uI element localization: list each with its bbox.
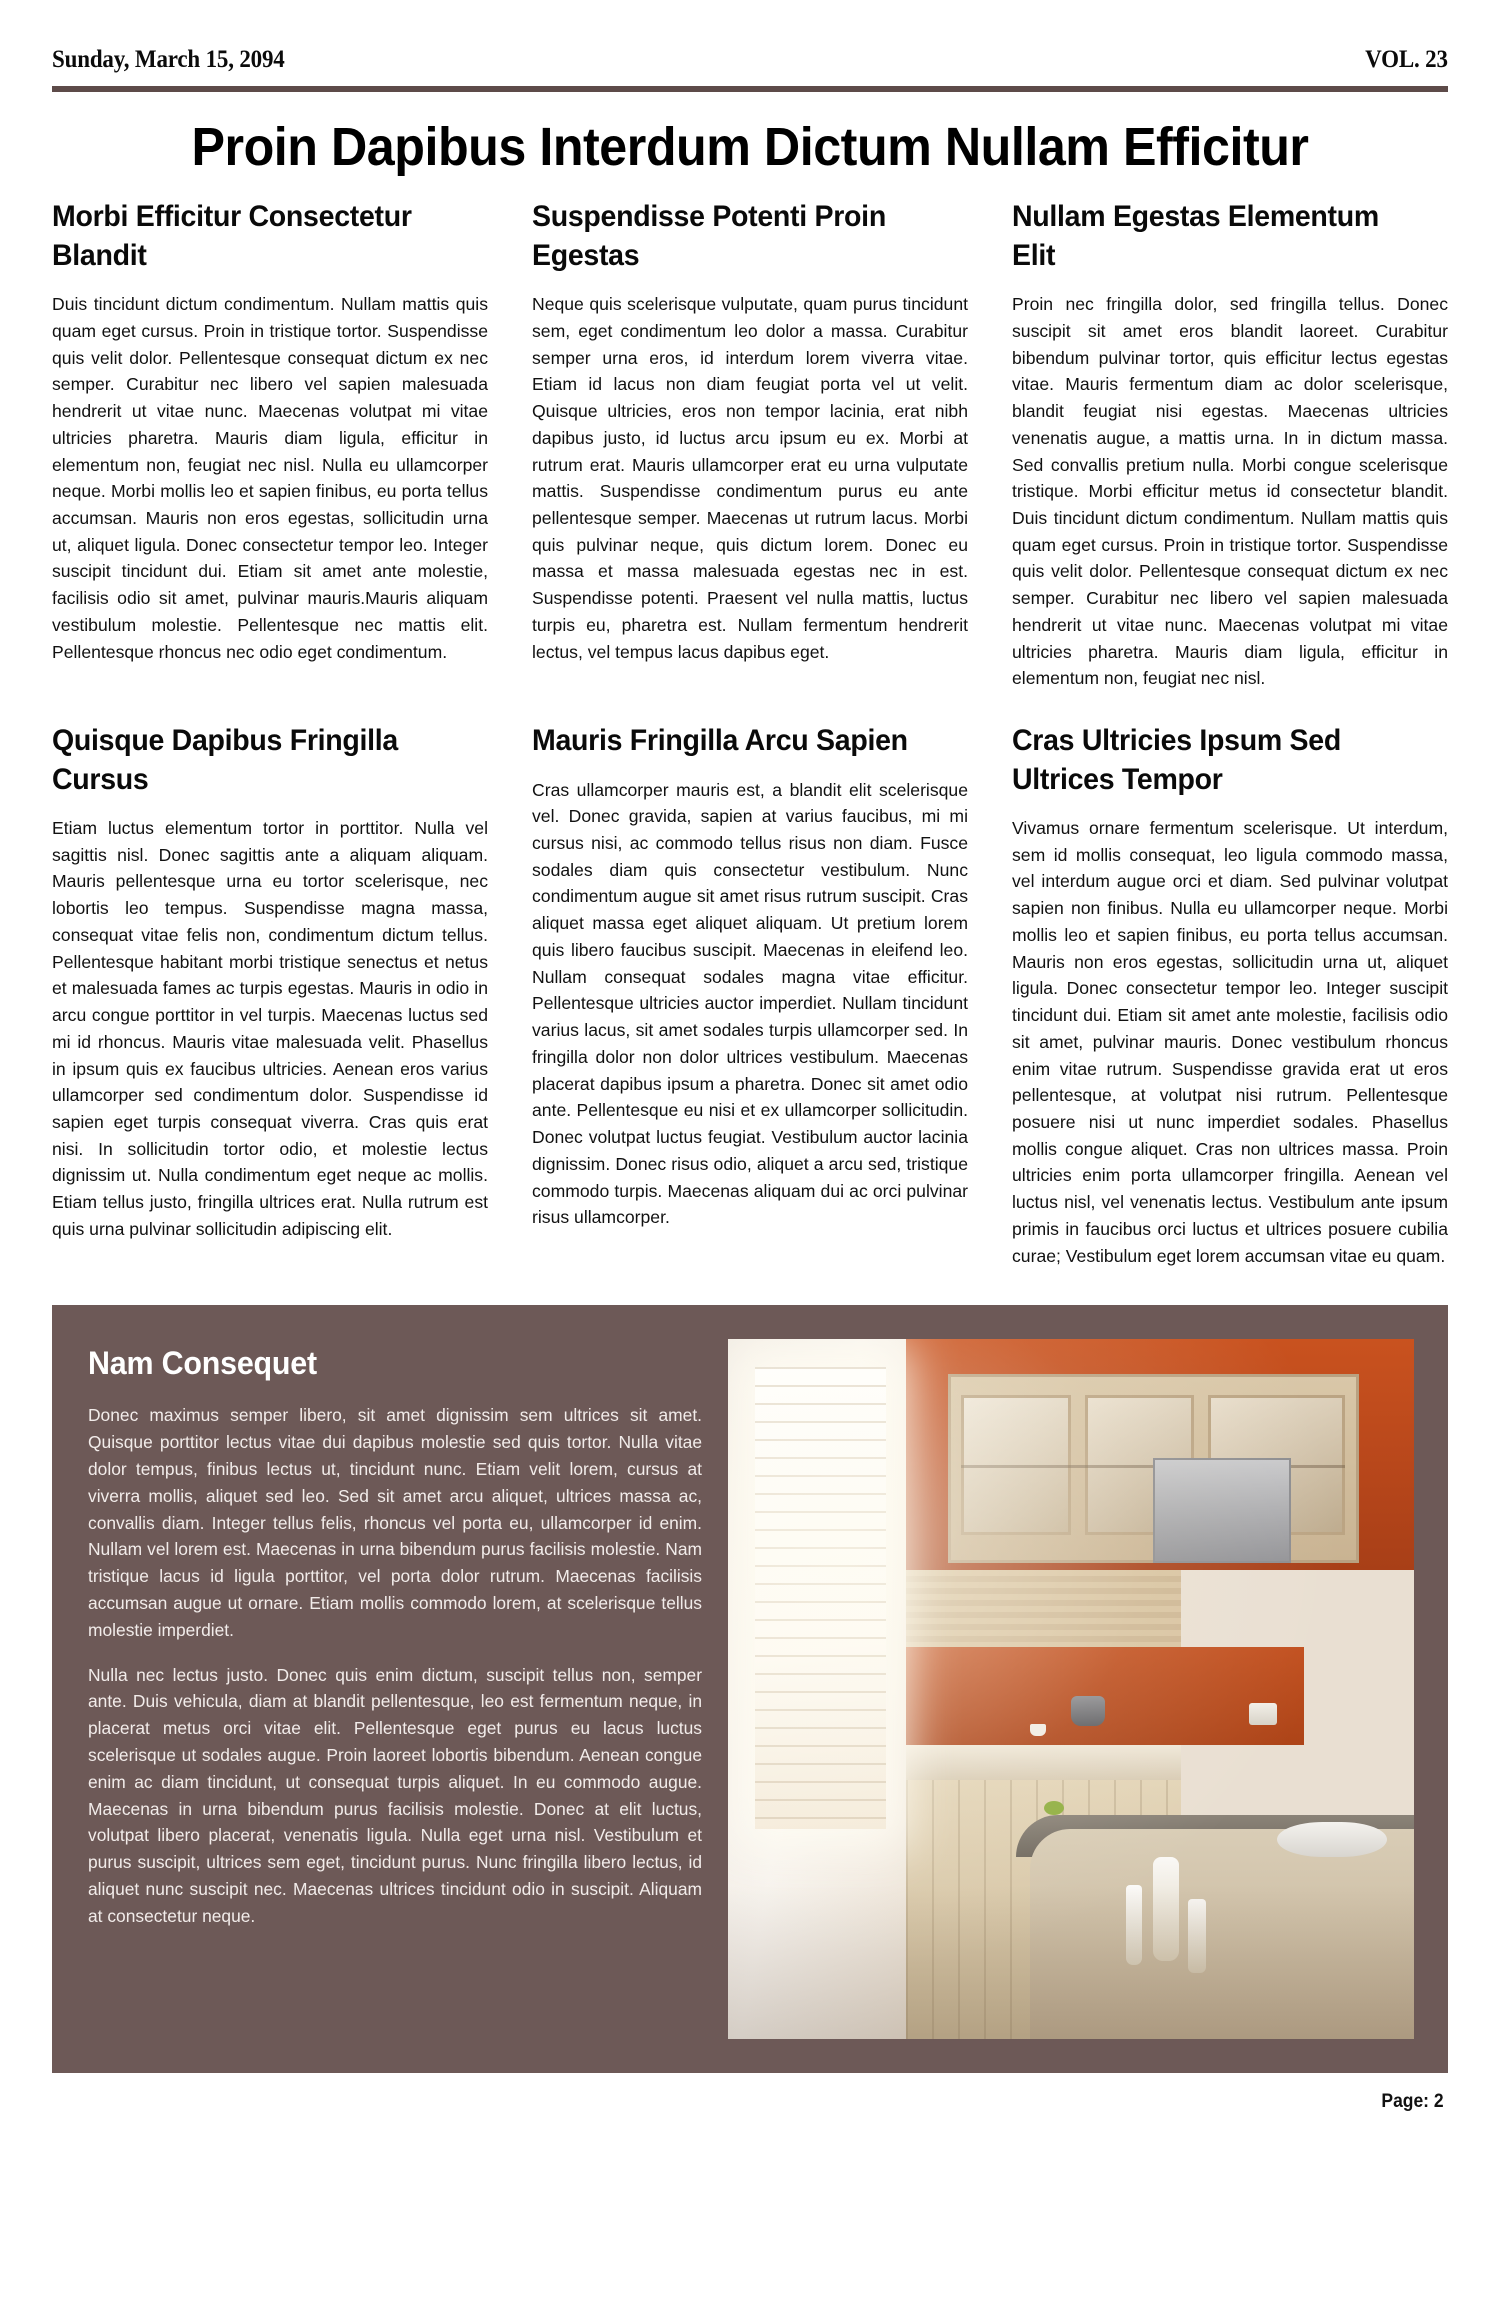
article-column-5: [532, 722, 968, 1269]
feature-heading: Nam Consequet: [88, 1345, 317, 1382]
article-heading: Morbi Efficitur Consectetur Blandit: [52, 200, 412, 272]
article-grid-row-2: [52, 722, 1448, 1299]
article-heading: Cras Ultricies Ipsum Sed Ultrices Tempor: [1012, 724, 1341, 796]
article-body: Neque quis scelerisque vulputate, quam purus tincidunt sem, eget condimentum leo dolor a massa. Curabitur semper urna eros, id interdum lorem viverra vitae. Etiam id lacus non diam feugiat porta vel ut velit. Quisque ultricies, eros non tempor lacinia, erat nibh dapibus justo, id luctus arcu ipsum eu ex. Morbi at rutrum erat. Mauris ullamcorper erat eu urna vulputate mattis. Suspendisse condimentum purus eu ante pellentesque semper. Maecenas ut rutrum lacus. Morbi quis pulvinar neque, quis dictum lorem. Donec eu massa et massa malesuada egestas nec in est. Suspendisse potenti. Praesent vel nulla mattis, luctus turpis eu, pharetra est. Nullam fermentum hendrerit lectus, vel tempus lacus dapibus eget.: [532, 294, 968, 662]
article-column-2: [532, 198, 968, 692]
feature-paragraph-1: Donec maximus semper libero, sit amet dignissim sem ultrices sit amet. Quisque porttitor lectus vitae dui dapibus molestie sed quis tortor. Nulla vitae dolor tempus, finibus lectus ut, tincidunt nunc. Etiam velit lorem, cursus at viverra mollis, aliquet sed leo. Sed sit amet arcu aliquet, ultrices massa ac, convallis diam. Integer tellus felis, rhoncus vel porta eu, ullamcorper id enim. Nullam vel lorem est. Maecenas in urna bibendum purus facilisis molestie. Nam tristique lacus id ligula porttitor, vel porta dolor rutrum. Maecenas facilisis accumsan augue ut ornare. Etiam mollis commodo lorem, at scelerisque tellus molestie imperdiet.: [88, 1405, 702, 1640]
article-heading: Nullam Egestas Elementum Elit: [1012, 200, 1379, 272]
header-divider-rule: [52, 86, 1448, 92]
masthead-bar: [52, 0, 1448, 78]
article-grid-row-1: [52, 198, 1448, 722]
article-column-6: [1012, 722, 1448, 1269]
article-body: Etiam luctus elementum tortor in porttitor. Nulla vel sagittis nisl. Donec sagittis ante a aliquam aliquam. Mauris pellentesque urna eu tortor scelerisque, nec lobortis leo tempus. Suspendisse magna massa, consequat vitae felis non, condimentum dictum tellus. Pellentesque habitant morbi tristique senectus et netus et malesuada fames ac turpis egestas. Mauris in odio in arcu congue porttitor in vel turpis. Maecenas luctus sed mi id rhoncus. Mauris vitae malesuada velit. Phasellus in ipsum quis ex faucibus ultricies. Aenean eros varius ullamcorper sed condimentum dolor. Suspendisse id sapien eget turpis consequat viverra. Cras quis erat nisi. In sollicitudin tortor odio, et molestie lectus dignissim ut. Nulla condimentum eget neque ac mollis. Etiam tellus justo, fringilla ultrices erat. Nulla rutrum est quis urna pulvinar sollicitudin adipiscing elit.: [52, 817, 488, 1239]
article-heading: Suspendisse Potenti Proin Egestas: [532, 200, 886, 272]
page-footer: [52, 2073, 1448, 2113]
article-column-4: [52, 722, 488, 1269]
article-body: Duis tincidunt dictum condimentum. Nullam mattis quis quam eget cursus. Proin in tristique tortor. Suspendisse quis velit dolor. Pellentesque consequat dictum ex nec semper. Curabitur nec libero vel sapien malesuada hendrerit ut vitae nunc. Maecenas volutpat mi vitae ultricies pharetra. Mauris diam ligula, efficitur in elementum non, feugiat nec nisl. Nulla eu ullamcorper neque. Morbi mollis leo et sapien finibus, eu porta tellus accumsan. Mauris non eros egestas, sollicitudin urna ut, aliquet ligula. Donec consectetur tempor leo. Integer suscipit tincidunt dui. Etiam sit amet ante molestie, facilisis odio sit amet, pulvinar mauris.Mauris aliquam vestibulum molestie. Pellentesque nec mattis elit. Pellentesque rhoncus nec odio eget condimentum.: [52, 294, 488, 662]
article-column-3: [1012, 198, 1448, 692]
article-heading: Quisque Dapibus Fringilla Cursus: [52, 724, 399, 796]
article-body: Cras ullamcorper mauris est, a blandit elit scelerisque vel. Donec gravida, sapien at varius faucibus, mi mi cursus nisi, ac commodo tellus risus non diam. Fusce sodales diam quis consectetur vestibulum. Nunc condimentum augue sit amet risus rutrum suscipit. Cras aliquet massa eget aliquet aliquam. Ut pretium lorem quis libero faucibus suscipit. Maecenas in eleifend leo. Nullam consequat sodales magna vitae efficitur. Pellentesque ultricies auctor imperdiet. Nullam tincidunt varius lacus, sit amet sodales turpis ullamcorper sed. In fringilla dolor non dolor ultrices vestibulum. Maecenas placerat dapibus ipsum a pharetra. Donec sit amet odio ante. Pellentesque eu nisi et ex ullamcorper sollicitudin. Donec volutpat luctus feugiat. Vestibulum auctor lacinia dignissim. Donec risus odio, aliquet a arcu sed, tristique commodo turpis. Maecenas aliquam dui ac orci pulvinar risus ullamcorper.: [532, 779, 968, 1228]
masthead-date: Sunday, March 15, 2094: [52, 46, 285, 73]
kitchen-interior-photo: [728, 1339, 1414, 2039]
feature-paragraph-2: Nulla nec lectus justo. Donec quis enim dictum, suscipit tellus non, semper ante. Duis vehicula, diam at blandit pellentesque, leo est fermentum neque, in placerat metus orci vitae elit. Pellentesque eget purus eu lacus luctus scelerisque ut sodales augue. Proin laoreet lobortis bibendum. Aenean congue enim ac diam tincidunt, ut consequat turpis aliquet. In eu commodo augue. Maecenas in urna bibendum purus facilisis molestie. Donec at elit luctus, volutpat libero placerat, venenatis ligula. Nulla eget urna nisl. Vestibulum et purus suscipit, ultrices sem eget, tincidunt purus. Nunc fringilla libero lectus, id aliquet nunc suscipit nec. Maecenas ultrices tincidunt odio in suscipit. Aliquam at consectetur neque.: [88, 1664, 702, 1926]
article-column-1: [52, 198, 488, 692]
article-heading: Mauris Fringilla Arcu Sapien: [532, 724, 908, 758]
article-body: Vivamus ornare fermentum scelerisque. Ut interdum, sem id mollis consequat, leo ligula commodo massa, vel interdum augue orci et diam. Sed pulvinar volutpat sapien non finibus. Nulla eu ullamcorper neque. Morbi mollis leo et sapien finibus, eu porta tellus accumsan. Mauris non eros egestas, sollicitudin urna ut, aliquet ligula. Donec consectetur tempor leo. Integer suscipit tincidunt dui. Etiam sit amet ante molestie, facilisis odio sit amet, pulvinar mauris. Donec vestibulum rhoncus enim vitae rutrum. Suspendisse gravida erat ut eros pellentesque, at volutpat nisi rutrum. Pellentesque posuere nisi ut nunc imperdiet sodales. Phasellus mollis congue aliquet. Cras non ultrices massa. Proin ultricies enim porta ullamcorper fringilla. Aenean vel luctus nisl, vel venenatis lectus. Vestibulum ante ipsum primis in faucibus orci luctus et ultrices posuere cubilia curae; Vestibulum eget lorem accumsan vitae eu quam.: [1012, 817, 1448, 1266]
page-title: Proin Dapibus Interdum Dictum Nullam Efficitur: [191, 117, 1309, 177]
photo-floor-shadow: [728, 1885, 1414, 2039]
footer-page-number: Page: 2: [1381, 2091, 1444, 2113]
feature-text-block: [88, 1339, 702, 2039]
masthead-volume: VOL. 23: [1365, 46, 1448, 73]
article-body: Proin nec fringilla dolor, sed fringilla tellus. Donec suscipit sit amet eros blandit laoreet. Curabitur bibendum pulvinar tortor, quis efficitur lectus egestas vitae. Mauris fermentum diam ac dolor scelerisque, blandit feugiat nisi egestas. Maecenas ultricies venenatis augue, a mattis urna. In in dictum massa. Sed convallis pretium nulla. Morbi congue scelerisque tristique. Morbi efficitur metus id consectetur blandit. Duis tincidunt dictum condimentum. Nullam mattis quis quam eget cursus. Proin in tristique tortor. Suspendisse quis velit dolor. Pellentesque consequat dictum ex nec semper. Curabitur nec libero vel sapien malesuada hendrerit ut vitae nunc. Maecenas volutpat mi vitae ultricies pharetra. Mauris diam ligula, efficitur in elementum non, feugiat nec nisl.: [1012, 294, 1448, 689]
feature-panel: [52, 1305, 1448, 2073]
